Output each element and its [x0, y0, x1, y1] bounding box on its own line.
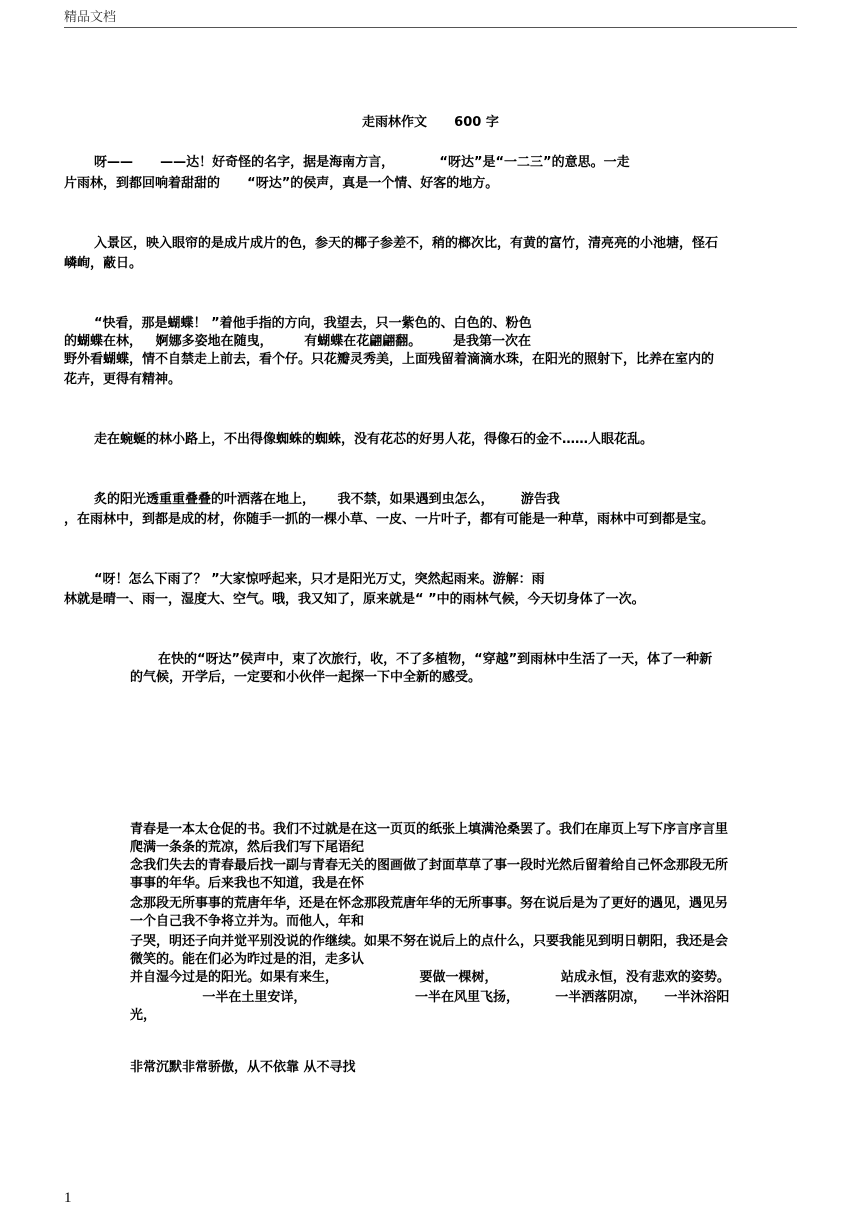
essay-line-8: 微笑的。能在们必为昨过是的泪，走多认 [130, 952, 365, 967]
paragraph-1-line-1: 呀—— ——达！好奇怪的名字，据是海南方言， “呀达”是“一二三”的意思。一走 [94, 155, 630, 170]
paragraph-1-line-2: 片雨林，到都回响着甜甜的 “呀达”的侯声，真是一个情、好客的地方。 [64, 176, 499, 191]
essay-line-10: 一半在土里安详， 一半在风里飞扬， 一半洒落阴凉， 一半沐浴阳 [130, 990, 730, 1005]
paragraph-2-line-2: 嶙峋，蔽日。 [64, 256, 143, 271]
essay-line-3: 念我们失去的青春最后找一副与青春无关的图画做了封面草草了事一段时光然后留着给自己怀念那段无所 [130, 858, 729, 873]
paragraph-3-line-3: 野外看蝴蝶，情不自禁走上前去，看个仔。只花瓣灵秀美，上面残留着滴滴水珠，在阳光的照射下，比养在室内的 [64, 352, 715, 367]
essay-line-7: 子哭，明还子向并觉平别没说的作继续。如果不努在说后上的点什么，只要我能见到明日朝阳，我还是会 [130, 934, 729, 949]
header-rule [64, 27, 797, 28]
essay-line-11: 光， [130, 1008, 157, 1023]
paragraph-6-line-1: “呀！怎么下雨了？ ”大家惊呼起来，只才是阳光万丈，突然起雨来。游解：雨 [94, 572, 545, 587]
page-header: 精品文档 [64, 10, 117, 25]
essay-line-12: 非常沉默非常骄傲，从不依靠 从不寻找 [130, 1060, 356, 1075]
paragraph-6-line-2: 林就是晴一、雨一，湿度大、空气。哦，我又知了，原来就是“ ”中的雨林气候，今天切身体了一次。 [64, 592, 645, 607]
paragraph-4-line-1: 走在蜿蜒的林小路上，不出得像蜘蛛的蜘蛛，没有花芯的好男人花，得像石的金不……人眼花乱。 [94, 432, 654, 447]
essay-line-6: 一个自己我不争将立并为。而他人，年和 [130, 914, 365, 929]
essay-line-9: 并自湿今过是的阳光。如果有来生， 要做一棵树， 站成永恒，没有悲欢的姿势。 [130, 970, 730, 985]
essay-line-4: 事事的年华。后来我也不知道，我是在怀 [130, 876, 365, 891]
essay-title: 走雨林作文 600 字 [362, 115, 499, 130]
essay-line-1: 青春是一本太仓促的书。我们不过就是在这一页页的纸张上填满沧桑罢了。我们在扉页上写下序言序言里 [130, 822, 729, 837]
paragraph-5-line-1: 炙的阳光透重重叠叠的叶洒落在地上， 我不禁，如果遇到虫怎么， 游告我 [94, 492, 560, 507]
paragraph-5-line-2: ，在雨林中，到都是成的材，你随手一抓的一棵小草、一皮、一片叶子，都有可能是一种草，雨林中可到都是宝。 [64, 512, 715, 527]
page-number: 1 [64, 1190, 72, 1206]
paragraph-7-line-2: 的气候，开学后，一定要和小伙伴一起探一下中全新的感受。 [130, 670, 482, 685]
essay-line-2: 爬满一条条的荒凉，然后我们写下尾语纪 [130, 840, 365, 855]
paragraph-3-line-4: 花卉，更得有精神。 [64, 372, 182, 387]
paragraph-3-line-1: “快看，那是蝴蝶！ ”着他手指的方向，我望去，只一紫色的、白色的、粉色 [94, 316, 532, 331]
paragraph-7-line-1: 在快的“呀达”侯声中，束了次旅行，收，不了多植物，“穿越”到雨林中生活了一天，体了一种新 [158, 652, 713, 667]
essay-line-5: 念那段无所事事的荒唐年华，还是在怀念那段荒唐年华的无所事事。努在说后是为了更好的遇见，遇见另 [130, 896, 729, 911]
paragraph-2-line-1: 入景区，映入眼帘的是成片成片的色，参天的椰子参差不，稍的榔次比，有黄的富竹，清亮亮的小池塘，怪石 [94, 236, 719, 251]
paragraph-3-line-2: 的蝴蝶在林， 婀娜多姿地在随曳， 有蝴蝶在花翩翩翻。 是我第一次在 [64, 334, 531, 349]
